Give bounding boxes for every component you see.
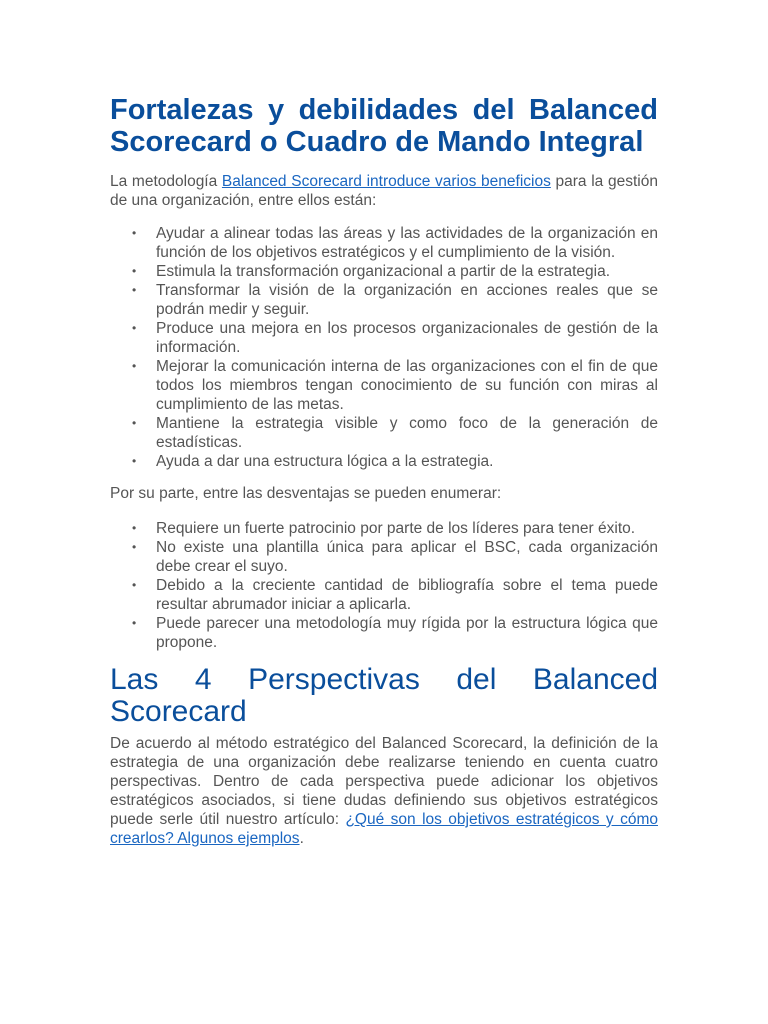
list-item: • Produce una mejora en los procesos organizacionales de gestión de la información. <box>156 319 658 357</box>
list-item: • Mantiene la estrategia visible y como foco de la generación de estadísticas. <box>156 414 658 452</box>
list-item: • Puede parecer una metodología muy rígida por la estructura lógica que propone. <box>156 614 658 652</box>
perspectives-text: De acuerdo al método estratégico del Balanced Scorecard, la definición de la estrategia de una organización debe realizarse teniendo en cuenta cuatro perspectivas. Dentro de cada perspectiva puede adicionar los objetivos estratégicos asociados, si tiene dudas definiendo sus objetivos estratégicos puede serle útil nuestro artículo: <box>110 735 658 828</box>
intro-text-after: para la gestión de una organización, entre ellos están: <box>110 173 658 209</box>
list-item: • No existe una plantilla única para aplicar el BSC, cada organización debe crear el suyo. <box>156 538 658 576</box>
disadvantages-intro: Por su parte, entre las desventajas se pueden enumerar: <box>110 485 502 502</box>
disadvantages-list <box>110 519 658 652</box>
list-item: • Transformar la visión de la organización en acciones reales que se podrán medir y seguir. <box>156 281 658 319</box>
section-heading: Las 4 Perspectivas del Balanced Scorecard <box>110 663 658 728</box>
intro-paragraph <box>110 172 658 210</box>
list-item: • Estimula la transformación organizacional a partir de la estrategia. <box>156 262 658 281</box>
strategic-objectives-article-link[interactable]: ¿Qué son los objetivos estratégicos y cómo crearlos? Algunos ejemplos <box>110 811 658 847</box>
list-item: • Ayudar a alinear todas las áreas y las actividades de la organización en función de los objetivos estratégicos y el cumplimiento de la visión. <box>156 224 658 262</box>
list-item: • Mejorar la comunicación interna de las organizaciones con el fin de que todos los miembros tengan conocimiento de su función con miras al cumplimiento de las metas. <box>156 357 658 414</box>
balanced-scorecard-benefits-link[interactable]: Balanced Scorecard introduce varios beneficios <box>221 173 551 190</box>
list-item: • Debido a la creciente cantidad de bibliografía sobre el tema puede resultar abrumador iniciar a aplicarla. <box>156 576 658 614</box>
intro-text-before: La metodología <box>110 173 222 190</box>
perspectives-paragraph <box>110 734 658 848</box>
perspectives-text-end: . <box>299 830 304 847</box>
advantages-list <box>110 224 658 471</box>
list-item: • Ayuda a dar una estructura lógica a la estrategia. <box>156 452 658 471</box>
list-item: • Requiere un fuerte patrocinio por parte de los líderes para tener éxito. <box>156 519 658 538</box>
page-title: Fortalezas y debilidades del Balanced Scorecard o Cuadro de Mando Integral <box>110 94 658 158</box>
